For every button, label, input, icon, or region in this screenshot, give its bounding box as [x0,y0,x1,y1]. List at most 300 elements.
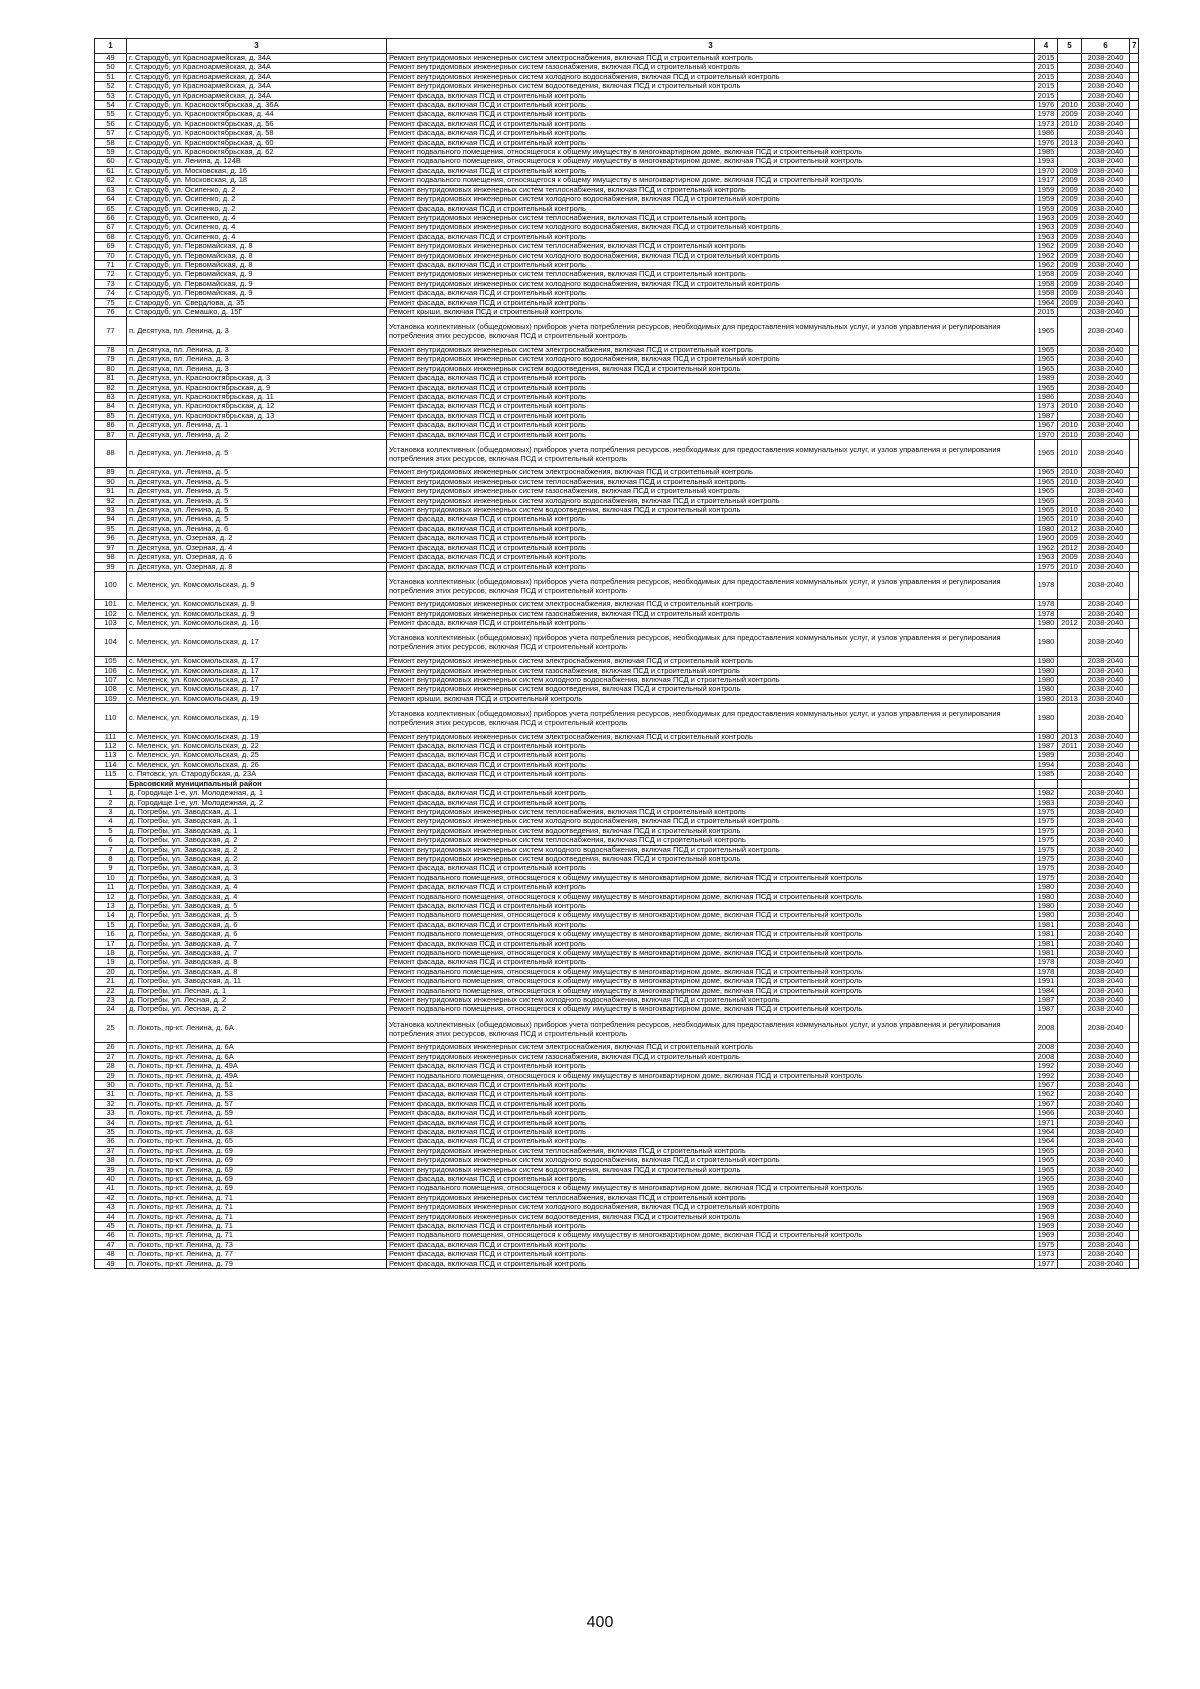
note-cell [1130,317,1139,346]
table-row [95,958,1139,967]
last-repair-year-cell [1058,1062,1082,1071]
work-type-cell: Ремонт фасада, включая ПСД и строительный контроль [387,138,1035,147]
planned-period-cell: 2038-2040 [1082,223,1130,232]
year-built-cell: 1992 [1035,1062,1058,1071]
last-repair-year-cell: 2009 [1058,279,1082,288]
year-built-cell: 1985 [1035,148,1058,157]
last-repair-year-cell: 2009 [1058,270,1082,279]
last-repair-year-cell [1058,148,1082,157]
planned-period-cell: 2038-2040 [1082,355,1130,364]
row-number-cell: 81 [95,374,127,383]
row-number-cell: 22 [95,986,127,995]
planned-period-cell: 2038-2040 [1082,1052,1130,1061]
last-repair-year-cell [1058,1222,1082,1231]
address-cell: г. Стародуб, ул Красноармейская, д. 34А [127,54,387,63]
table-row [95,63,1139,72]
row-number-cell: 64 [95,195,127,204]
note-cell [1130,1193,1139,1202]
year-built-cell: 1984 [1035,986,1058,995]
table-row [95,1231,1139,1240]
last-repair-year-cell: 2012 [1058,543,1082,552]
planned-period-cell: 2038-2040 [1082,930,1130,939]
address-cell: п. Десятуха, ул. Ленина, д. 5 [127,487,387,496]
last-repair-year-cell: 2010 [1058,430,1082,439]
work-type-cell: Ремонт крыши, включая ПСД и строительный контроль [387,694,1035,703]
address-cell: п. Локоть, пр-кт. Ленина, д. 71 [127,1222,387,1231]
planned-period-cell: 2038-2040 [1082,845,1130,854]
work-type-cell: Ремонт фасада, включая ПСД и строительный контроль [387,91,1035,100]
work-type-cell: Ремонт фасада, включая ПСД и строительный контроль [387,129,1035,138]
planned-period-cell: 2038-2040 [1082,1175,1130,1184]
address-cell: д. Погребы, ул. Заводская, д. 7 [127,939,387,948]
planned-period-cell: 2038-2040 [1082,430,1130,439]
planned-period-cell: 2038-2040 [1082,1109,1130,1118]
row-number-cell: 48 [95,1250,127,1259]
note-cell [1130,421,1139,430]
year-built-cell: 1962 [1035,251,1058,260]
address-cell: г. Стародуб, ул Красноармейская, д. 34А [127,72,387,81]
year-built-cell: 1980 [1035,892,1058,901]
address-cell: г. Стародуб, ул. Московская, д. 18 [127,176,387,185]
planned-period-cell: 2038-2040 [1082,1212,1130,1221]
table-row [95,1005,1139,1014]
planned-period-cell: 2038-2040 [1082,1193,1130,1202]
row-number-cell: 1 [95,789,127,798]
table-row [95,892,1139,901]
planned-period-cell: 2038-2040 [1082,72,1130,81]
note-cell [1130,232,1139,241]
table-row [95,742,1139,751]
table-row [95,600,1139,609]
last-repair-year-cell: 2009 [1058,213,1082,222]
row-number-cell: 98 [95,553,127,562]
address-cell: д. Погребы, ул. Заводская, д. 7 [127,949,387,958]
planned-period-cell: 2038-2040 [1082,704,1130,733]
row-number-cell: 87 [95,430,127,439]
work-type-cell: Ремонт подвального помещения, относящегося к общему имуществу в многоквартирном доме, включая ПСД и строительный контроль [387,892,1035,901]
last-repair-year-cell [1058,901,1082,910]
note-cell [1130,817,1139,826]
last-repair-year-cell: 2009 [1058,298,1082,307]
note-cell [1130,742,1139,751]
row-number-cell: 34 [95,1118,127,1127]
address-cell: д. Погребы, ул. Заводская, д. 1 [127,826,387,835]
planned-period-cell: 2038-2040 [1082,1080,1130,1089]
year-built-cell: 1981 [1035,939,1058,948]
planned-period-cell [1082,779,1130,788]
row-number-cell: 57 [95,129,127,138]
table-row [95,129,1139,138]
address-cell: д. Погребы, ул. Заводская, д. 1 [127,817,387,826]
planned-period-cell: 2038-2040 [1082,571,1130,600]
row-number-cell: 66 [95,213,127,222]
address-cell: г. Стародуб, ул. Краснооктябрьская, д. 60 [127,138,387,147]
table-row [95,619,1139,628]
planned-period-cell: 2038-2040 [1082,487,1130,496]
planned-period-cell: 2038-2040 [1082,82,1130,91]
row-number-cell: 65 [95,204,127,213]
planned-period-cell: 2038-2040 [1082,1250,1130,1259]
planned-period-cell: 2038-2040 [1082,609,1130,618]
work-type-cell: Ремонт фасада, включая ПСД и строительный контроль [387,1222,1035,1231]
year-built-cell: 1986 [1035,392,1058,401]
row-number-cell: 16 [95,930,127,939]
note-cell [1130,789,1139,798]
address-cell: д. Погребы, ул. Заводская, д. 5 [127,901,387,910]
planned-period-cell: 2038-2040 [1082,1062,1130,1071]
last-repair-year-cell [1058,54,1082,63]
note-cell [1130,1099,1139,1108]
planned-period-cell: 2038-2040 [1082,996,1130,1005]
row-number-cell: 68 [95,232,127,241]
address-cell: п. Десятуха, ул. Краснооктябрьская, д. 9 [127,383,387,392]
address-cell: с. Меленск, ул. Комсомольская, д. 19 [127,732,387,741]
note-cell [1130,1052,1139,1061]
address-cell: д. Погребы, ул. Заводская, д. 6 [127,920,387,929]
planned-period-cell: 2038-2040 [1082,138,1130,147]
year-built-cell: 2015 [1035,63,1058,72]
table-row [95,477,1139,486]
last-repair-year-cell [1058,1090,1082,1099]
planned-period-cell: 2038-2040 [1082,600,1130,609]
address-cell: с. Меленск, ул. Комсомольская, д. 9 [127,609,387,618]
last-repair-year-cell: 2009 [1058,204,1082,213]
address-cell: с. Меленск, ул. Комсомольская, д. 19 [127,694,387,703]
address-cell: п. Десятуха, пл. Ленина, д. 3 [127,355,387,364]
address-cell: п. Десятуха, ул. Ленина, д. 1 [127,421,387,430]
table-row [95,506,1139,515]
address-cell: г. Стародуб, ул. Первомайская, д. 8 [127,251,387,260]
year-built-cell: 1965 [1035,439,1058,468]
planned-period-cell: 2038-2040 [1082,901,1130,910]
planned-period-cell: 2038-2040 [1082,864,1130,873]
row-number-cell: 21 [95,977,127,986]
last-repair-year-cell [1058,807,1082,816]
year-built-cell: 1969 [1035,1222,1058,1231]
planned-period-cell: 2038-2040 [1082,119,1130,128]
work-type-cell: Установка коллективных (общедомовых) приборов учета потребления ресурсов, необходимых для предоставления коммунальных услуг, и узлов управления и регулирования потребления этих ресурсов, включая ПСД и строительный контроль [387,317,1035,346]
year-built-cell: 1992 [1035,1071,1058,1080]
year-built-cell: 1980 [1035,657,1058,666]
row-number-cell: 10 [95,873,127,882]
note-cell [1130,298,1139,307]
row-number-cell: 24 [95,1005,127,1014]
work-type-cell: Ремонт внутридомовых инженерных систем холодного водоснабжения, включая ПСД и строительный контроль [387,675,1035,684]
page-number: 400 [586,1614,614,1631]
row-number-cell: 59 [95,148,127,157]
note-cell [1130,1222,1139,1231]
address-cell: д. Погребы, ул. Заводская, д. 4 [127,892,387,901]
address-cell: г. Стародуб, ул. Осипенко, д. 2 [127,204,387,213]
planned-period-cell: 2038-2040 [1082,1240,1130,1249]
planned-period-cell: 2038-2040 [1082,374,1130,383]
last-repair-year-cell [1058,1005,1082,1014]
address-cell: с. Меленск, ул. Комсомольская, д. 17 [127,685,387,694]
note-cell [1130,1250,1139,1259]
row-number-cell: 83 [95,392,127,401]
last-repair-year-cell [1058,996,1082,1005]
note-cell [1130,129,1139,138]
last-repair-year-cell: 2009 [1058,185,1082,194]
planned-period-cell: 2038-2040 [1082,543,1130,552]
work-type-cell: Ремонт фасада, включая ПСД и строительный контроль [387,119,1035,128]
address-cell: г. Стародуб, ул. Ленина, д. 124В [127,157,387,166]
year-built-cell: 1971 [1035,1118,1058,1127]
note-cell [1130,364,1139,373]
planned-period-cell: 2038-2040 [1082,553,1130,562]
address-cell: п. Локоть, пр-кт. Ленина, д. 71 [127,1212,387,1221]
last-repair-year-cell [1058,1259,1082,1268]
table-row [95,496,1139,505]
year-built-cell: 1965 [1035,477,1058,486]
note-cell [1130,939,1139,948]
table-row [95,270,1139,279]
note-cell [1130,1156,1139,1165]
row-number-cell: 67 [95,223,127,232]
last-repair-year-cell [1058,1156,1082,1165]
row-number-cell: 20 [95,967,127,976]
planned-period-cell: 2038-2040 [1082,1090,1130,1099]
address-cell: д. Погребы, ул. Лесная, д. 1 [127,986,387,995]
planned-period-cell: 2038-2040 [1082,524,1130,533]
work-type-cell: Ремонт внутридомовых инженерных систем водоотведения, включая ПСД и строительный контроль [387,826,1035,835]
table-row [95,251,1139,260]
last-repair-year-cell [1058,1146,1082,1155]
row-number-cell: 90 [95,477,127,486]
planned-period-cell: 2038-2040 [1082,1071,1130,1080]
last-repair-year-cell [1058,1071,1082,1080]
year-built-cell: 1980 [1035,628,1058,657]
address-cell: г. Стародуб, ул. Краснооктябрьская, д. 58 [127,129,387,138]
address-cell: с. Пятовск, ул. Стародубская, д. 23А [127,770,387,779]
row-number-cell: 106 [95,666,127,675]
year-built-cell: 1994 [1035,760,1058,769]
note-cell [1130,807,1139,816]
row-number-cell: 71 [95,260,127,269]
work-type-cell: Ремонт фасада, включая ПСД и строительный контроль [387,374,1035,383]
year-built-cell: 1965 [1035,1156,1058,1165]
year-built-cell: 1989 [1035,374,1058,383]
address-cell: г. Стародуб, ул. Краснооктябрьская, д. 62 [127,148,387,157]
last-repair-year-cell [1058,1080,1082,1089]
year-built-cell: 1980 [1035,685,1058,694]
year-built-cell: 1977 [1035,1259,1058,1268]
note-cell [1130,854,1139,863]
work-type-cell: Ремонт фасада, включая ПСД и строительный контроль [387,619,1035,628]
address-cell: п. Локоть, пр-кт. Ленина, д. 69 [127,1165,387,1174]
table-row [95,826,1139,835]
table-row [95,694,1139,703]
last-repair-year-cell [1058,374,1082,383]
note-cell [1130,543,1139,552]
planned-period-cell: 2038-2040 [1082,185,1130,194]
note-cell [1130,213,1139,222]
work-type-cell: Ремонт внутридомовых инженерных систем холодного водоснабжения, включая ПСД и строительный контроль [387,1156,1035,1165]
row-number-cell: 69 [95,242,127,251]
year-built-cell: 1962 [1035,260,1058,269]
row-number-cell: 95 [95,524,127,533]
row-number-cell: 114 [95,760,127,769]
address-cell: п. Локоть, пр-кт. Ленина, д. 79 [127,1259,387,1268]
planned-period-cell: 2038-2040 [1082,195,1130,204]
table-row [95,864,1139,873]
address-cell: д. Погребы, ул. Заводская, д. 3 [127,873,387,882]
planned-period-cell: 2038-2040 [1082,817,1130,826]
work-type-cell: Ремонт фасада, включая ПСД и строительный контроль [387,260,1035,269]
year-built-cell: 1963 [1035,553,1058,562]
planned-period-cell: 2038-2040 [1082,468,1130,477]
note-cell [1130,477,1139,486]
row-number-cell: 45 [95,1222,127,1231]
work-type-cell: Ремонт внутридомовых инженерных систем газоснабжения, включая ПСД и строительный контроль [387,487,1035,496]
planned-period-cell: 2038-2040 [1082,1165,1130,1174]
year-built-cell: 1965 [1035,506,1058,515]
address-cell: п. Локоть, пр-кт. Ленина, д. 6А [127,1052,387,1061]
planned-period-cell: 2038-2040 [1082,628,1130,657]
year-built-cell: 1976 [1035,138,1058,147]
planned-period-cell: 2038-2040 [1082,204,1130,213]
address-cell: д. Погребы, ул. Заводская, д. 1 [127,807,387,816]
table-row [95,760,1139,769]
row-number-cell: 105 [95,657,127,666]
year-built-cell: 1967 [1035,421,1058,430]
work-type-cell: Установка коллективных (общедомовых) приборов учета потребления ресурсов, необходимых для предоставления коммунальных услуг, и узлов управления и регулирования потребления этих ресурсов, включая ПСД и строительный контроль [387,704,1035,733]
table-row [95,260,1139,269]
table-row [95,1193,1139,1202]
address-cell: г. Стародуб, ул. Первомайская, д. 9 [127,279,387,288]
address-cell: с. Меленск, ул. Комсомольская, д. 17 [127,675,387,684]
address-cell: п. Локоть, пр-кт. Ленина, д. 53 [127,1090,387,1099]
row-number-cell: 102 [95,609,127,618]
planned-period-cell: 2038-2040 [1082,1259,1130,1268]
address-cell: п. Десятуха, ул. Краснооктябрьская, д. 12 [127,402,387,411]
row-number-cell: 72 [95,270,127,279]
year-built-cell: 1980 [1035,911,1058,920]
table-row [95,817,1139,826]
note-cell [1130,82,1139,91]
year-built-cell: 1965 [1035,1146,1058,1155]
note-cell [1130,628,1139,657]
address-cell: п. Десятуха, пл. Ленина, д. 3 [127,317,387,346]
work-type-cell: Ремонт фасада, включая ПСД и строительный контроль [387,1090,1035,1099]
address-cell: Брасовский муниципальный район [127,779,387,788]
row-number-cell: 80 [95,364,127,373]
year-built-cell: 1967 [1035,1099,1058,1108]
last-repair-year-cell [1058,854,1082,863]
address-cell: п. Десятуха, ул. Ленина, д. 2 [127,430,387,439]
row-number-cell: 2 [95,798,127,807]
address-cell: п. Десятуха, ул. Озерная, д. 4 [127,543,387,552]
row-number-cell: 61 [95,166,127,175]
last-repair-year-cell [1058,1250,1082,1259]
row-number-cell: 78 [95,345,127,354]
table-row [95,91,1139,100]
address-cell: д. Погребы, ул. Заводская, д. 2 [127,854,387,863]
planned-period-cell: 2038-2040 [1082,421,1130,430]
address-cell: д. Погребы, ул. Заводская, д. 6 [127,930,387,939]
last-repair-year-cell [1058,657,1082,666]
row-number-cell: 4 [95,817,127,826]
note-cell [1130,307,1139,316]
table-row [95,1240,1139,1249]
address-cell: г. Стародуб, ул Красноармейская, д. 34А [127,82,387,91]
last-repair-year-cell [1058,1193,1082,1202]
last-repair-year-cell: 2009 [1058,110,1082,119]
year-built-cell: 1978 [1035,110,1058,119]
row-number-cell: 6 [95,836,127,845]
last-repair-year-cell: 2010 [1058,101,1082,110]
note-cell [1130,63,1139,72]
year-built-cell: 1975 [1035,826,1058,835]
planned-period-cell: 2038-2040 [1082,251,1130,260]
address-cell: д. Городище 1-е, ул. Молодежная, д. 2 [127,798,387,807]
year-built-cell: 1978 [1035,609,1058,618]
work-type-cell: Ремонт внутридомовых инженерных систем водоотведения, включая ПСД и строительный контроль [387,1165,1035,1174]
note-cell [1130,770,1139,779]
table-row [95,1128,1139,1137]
table-row [95,1118,1139,1127]
last-repair-year-cell: 2012 [1058,619,1082,628]
last-repair-year-cell [1058,496,1082,505]
last-repair-year-cell: 2009 [1058,223,1082,232]
work-type-cell: Ремонт внутридомовых инженерных систем электроснабжения, включая ПСД и строительный контроль [387,600,1035,609]
work-type-cell: Ремонт фасада, включая ПСД и строительный контроль [387,232,1035,241]
last-repair-year-cell: 2013 [1058,694,1082,703]
planned-period-cell: 2038-2040 [1082,317,1130,346]
planned-period-cell: 2038-2040 [1082,751,1130,760]
table-row [95,355,1139,364]
work-type-cell: Ремонт фасада, включая ПСД и строительный контроль [387,1240,1035,1249]
year-built-cell: 1965 [1035,1184,1058,1193]
year-built-cell: 1964 [1035,1128,1058,1137]
last-repair-year-cell [1058,307,1082,316]
year-built-cell: 1987 [1035,1005,1058,1014]
last-repair-year-cell [1058,1109,1082,1118]
work-type-cell: Ремонт фасада, включая ПСД и строительный контроль [387,289,1035,298]
note-cell [1130,967,1139,976]
column-header: 1 [95,39,127,54]
last-repair-year-cell: 2010 [1058,402,1082,411]
year-built-cell: 1969 [1035,1231,1058,1240]
work-type-cell: Ремонт подвального помещения, относящегося к общему имуществу в многоквартирном доме, включая ПСД и строительный контроль [387,148,1035,157]
row-number-cell: 108 [95,685,127,694]
address-cell: с. Меленск, ул. Комсомольская, д. 16 [127,619,387,628]
year-built-cell: 1975 [1035,817,1058,826]
note-cell [1130,110,1139,119]
note-cell [1130,1071,1139,1080]
table-row [95,836,1139,845]
year-built-cell: 1983 [1035,798,1058,807]
work-type-cell: Ремонт внутридомовых инженерных систем водоотведения, включая ПСД и строительный контроль [387,82,1035,91]
note-cell [1130,260,1139,269]
address-cell: п. Локоть, пр-кт. Ленина, д. 71 [127,1193,387,1202]
work-type-cell: Ремонт фасада, включая ПСД и строительный контроль [387,543,1035,552]
table-body [95,54,1139,1269]
last-repair-year-cell: 2010 [1058,506,1082,515]
work-type-cell: Ремонт внутридомовых инженерных систем газоснабжения, включая ПСД и строительный контроль [387,666,1035,675]
note-cell [1130,779,1139,788]
planned-period-cell: 2038-2040 [1082,732,1130,741]
address-cell: п. Локоть, пр-кт. Ленина, д. 63 [127,1128,387,1137]
planned-period-cell: 2038-2040 [1082,977,1130,986]
last-repair-year-cell: 2009 [1058,260,1082,269]
planned-period-cell: 2038-2040 [1082,666,1130,675]
note-cell [1130,845,1139,854]
work-type-cell: Ремонт фасада, включая ПСД и строительный контроль [387,562,1035,571]
year-built-cell: 1965 [1035,468,1058,477]
work-type-cell: Ремонт внутридомовых инженерных систем электроснабжения, включая ПСД и строительный контроль [387,345,1035,354]
work-type-cell: Ремонт крыши, включая ПСД и строительный контроль [387,307,1035,316]
